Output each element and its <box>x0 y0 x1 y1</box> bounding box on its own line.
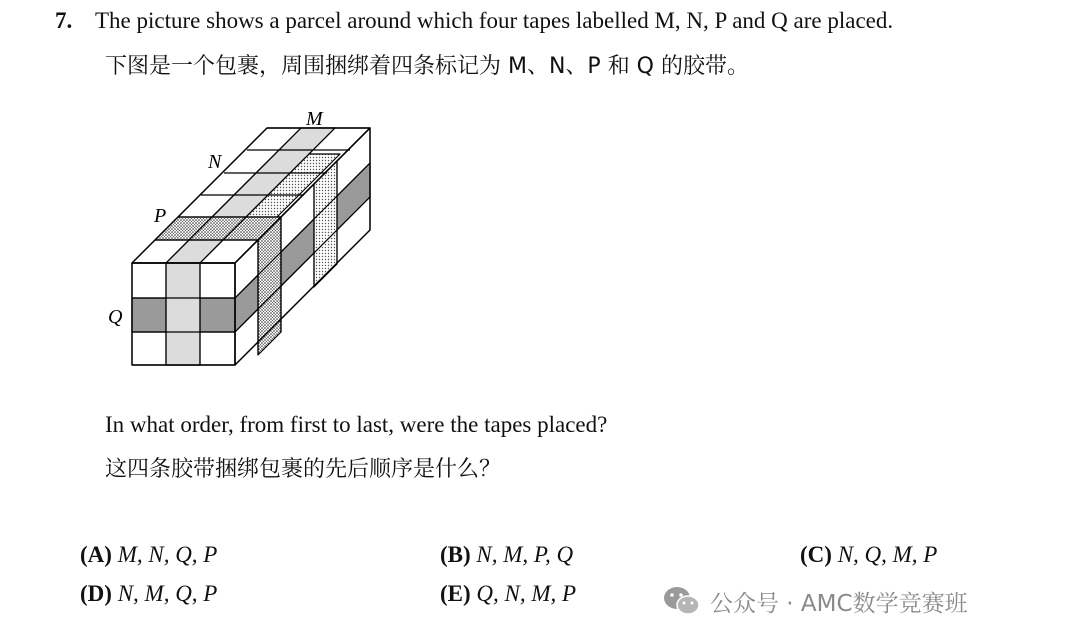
choice-c[interactable] <box>800 542 937 568</box>
question-text-en: The picture shows a parcel around which four tapes labelled M, N, P and Q are placed. <box>95 8 894 33</box>
wechat-icon <box>662 584 702 618</box>
choice-b[interactable] <box>440 542 573 568</box>
prompt-text-en: In what order, from first to last, were the tapes placed? <box>105 412 608 437</box>
tape-p-right <box>258 217 281 355</box>
choice-d-label: (D) <box>80 581 112 606</box>
choice-c-label: (C) <box>800 542 832 567</box>
parcel-figure <box>100 100 390 375</box>
label-p: P <box>154 205 167 227</box>
choice-a-value: M, N, Q, P <box>117 542 218 567</box>
choice-e-label: (E) <box>440 581 471 606</box>
label-m: M <box>306 108 323 130</box>
label-q: Q <box>108 306 123 328</box>
tape-m-front <box>166 263 200 365</box>
choice-d[interactable] <box>80 581 217 607</box>
label-n: N <box>208 151 222 173</box>
watermark-text: 公众号 · AMC数学竞赛班 <box>710 590 968 617</box>
choice-a[interactable] <box>80 542 217 568</box>
question-number: 7. <box>55 8 73 33</box>
prompt-text-zh: 这四条胶带捆绑包裹的先后顺序是什么？ <box>105 457 502 482</box>
watermark <box>662 583 968 619</box>
choice-e-value: Q, N, M, P <box>476 581 577 606</box>
choice-e[interactable] <box>440 581 576 607</box>
choice-b-label: (B) <box>440 542 471 567</box>
choice-d-value: N, M, Q, P <box>117 581 218 606</box>
choice-a-label: (A) <box>80 542 112 567</box>
choice-b-value: N, M, P, Q <box>476 542 574 567</box>
choice-c-value: N, Q, M, P <box>837 542 938 567</box>
question-text-zh: 下图是一个包裹，周围捆绑着四条标记为 M、N、P 和 Q 的胶带。 <box>105 54 749 79</box>
